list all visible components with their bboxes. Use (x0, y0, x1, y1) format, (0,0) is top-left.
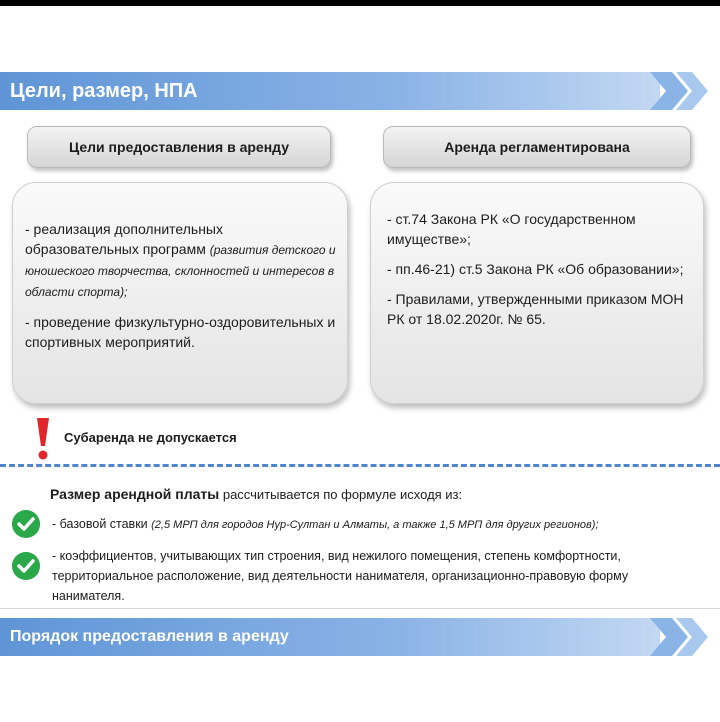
regulation-item: - Правилами, утвержденными приказом МОН РК от 18.02.2020г. № 65. (387, 291, 684, 327)
top-border (0, 0, 720, 6)
check-circle-icon (12, 552, 40, 580)
section-header-goals (0, 72, 720, 110)
double-chevron-icon (650, 72, 720, 110)
goals-card (12, 182, 348, 404)
regulation-card (370, 182, 704, 404)
dashed-divider (0, 464, 720, 467)
section-title: Порядок предоставления в аренду (10, 628, 289, 645)
check-circle-icon (12, 510, 40, 538)
fee-item-1-text: - базовой ставки (52, 517, 148, 531)
goals-heading: Цели предоставления в аренду (68, 139, 289, 155)
goals-item-2: - проведение физкультурно-оздоровительных и спортивных мероприятий. (25, 314, 336, 350)
double-chevron-icon (650, 618, 720, 656)
fee-heading-rest: рассчитывается по формуле исходя из: (219, 487, 463, 502)
divider-line (0, 608, 720, 609)
goals-item-1 (25, 219, 337, 302)
section-header-procedure (0, 618, 720, 656)
regulation-heading-box (383, 126, 691, 168)
sublease-warning: Субаренда не допускается (64, 430, 237, 445)
fee-item-1-note: (2,5 МРП для городов Нур-Султан и Алматы, а также 1,5 МРП для других регионов); (151, 519, 599, 531)
fee-item-2: - коэффициентов, учитывающих тип строения, вид нежилого помещения, степень комфортности, территориальное расположение, вид деятельности нанимателя, организационно-правовую форму нанимателя. (52, 549, 629, 603)
fee-heading (50, 486, 462, 502)
fee-heading-bold: Размер арендной платы (50, 486, 220, 502)
regulation-item: - ст.74 Закона РК «О государственном имуществе»; (387, 211, 636, 247)
goals-item-1-note: (развития детского и юношеского творчества, склонностей и интересов в области спорта); (25, 243, 336, 299)
goals-heading-box (27, 126, 331, 168)
fee-item-1 (52, 514, 662, 535)
section-title: Цели, размер, НПА (10, 80, 198, 102)
goals-item-1-text: - реализация дополнительных образовательных программ (25, 221, 223, 257)
exclamation-icon (34, 418, 52, 460)
regulation-heading: Аренда регламентирована (444, 139, 630, 155)
regulation-item: - пп.46-21) ст.5 Закона РК «Об образовании»; (387, 261, 684, 277)
